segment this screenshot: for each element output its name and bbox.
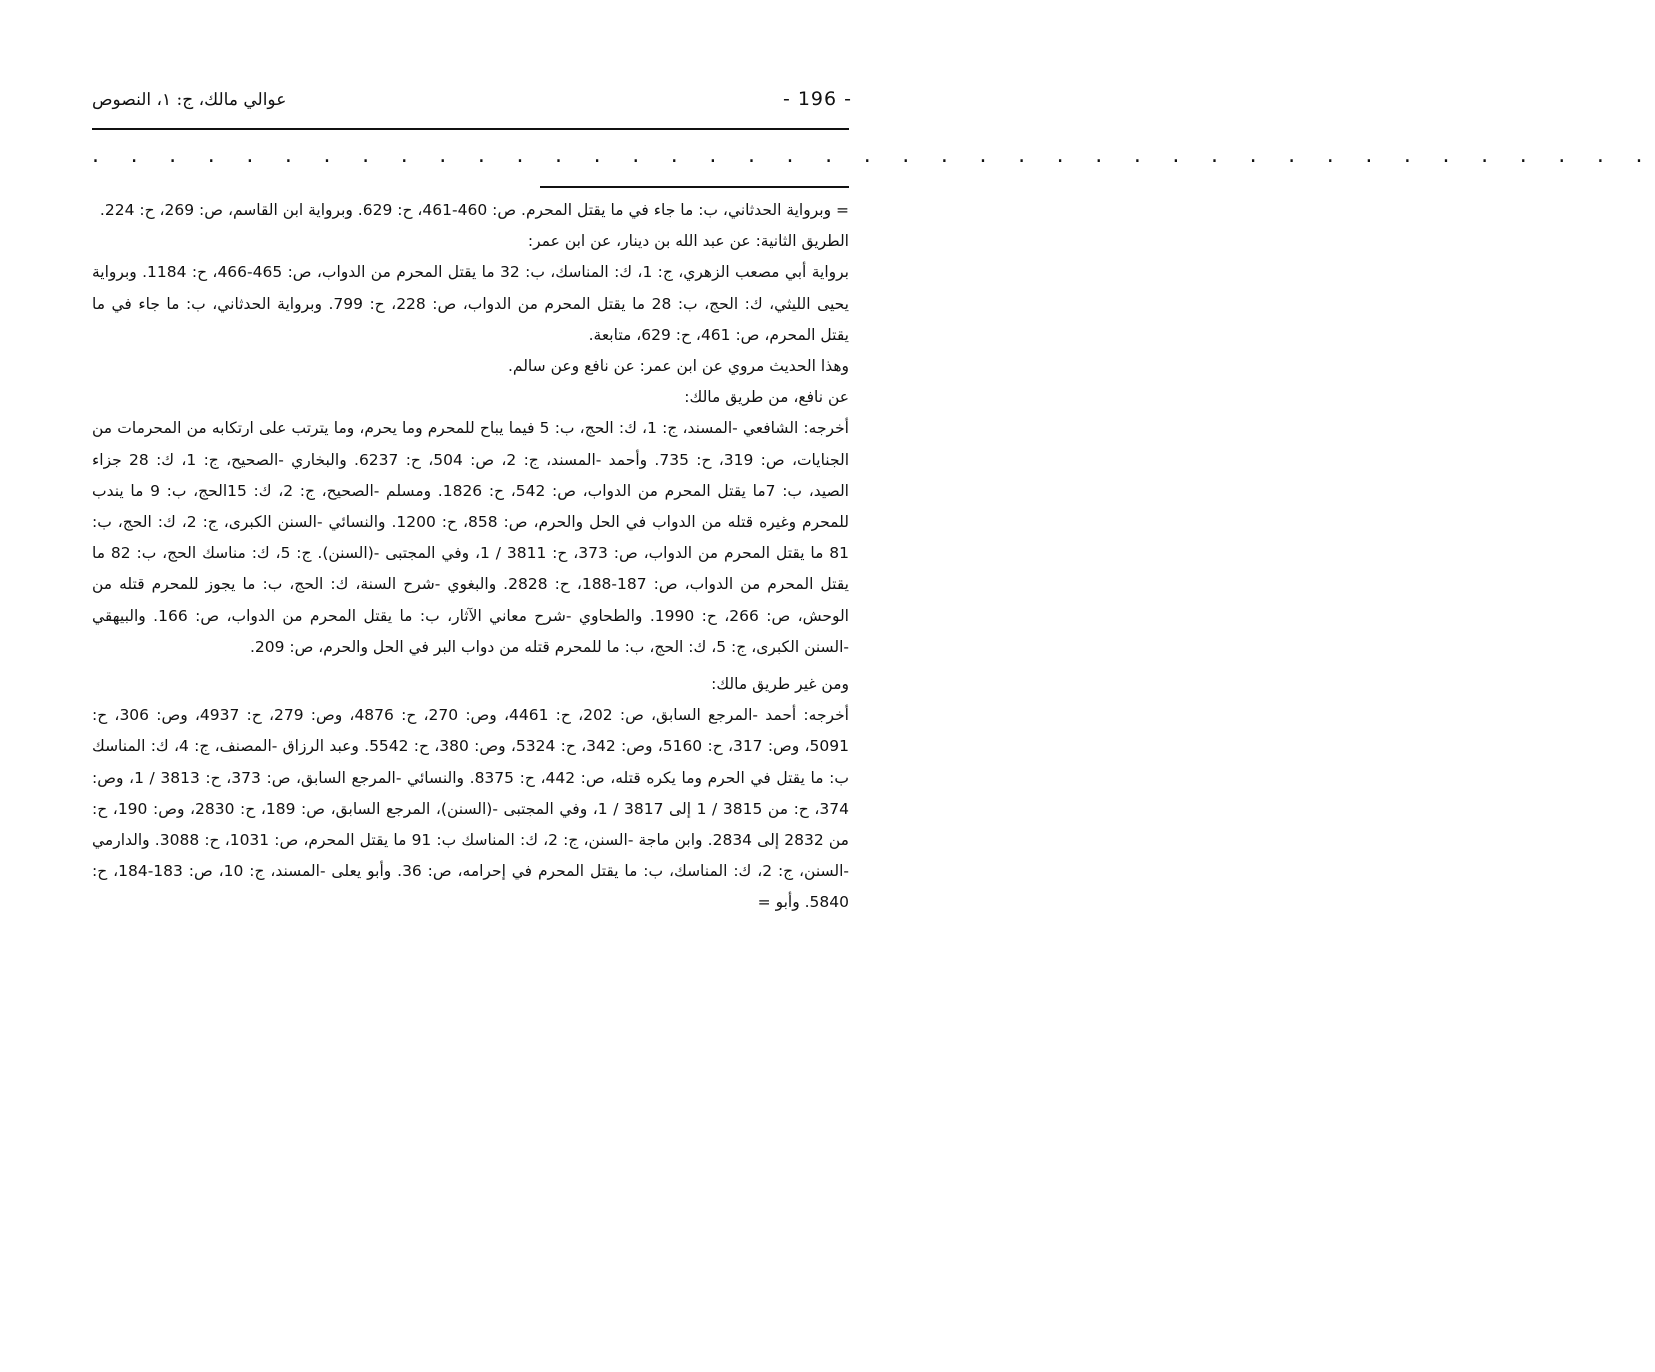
footnote-rule — [540, 186, 849, 188]
header-rule — [92, 128, 849, 130]
paragraph-continuation: = وبرواية الحدثاني، ب: ما جاء في ما يقتل المحرم. ص: 460-461، ح: 629. وبرواية ابن القاسم، ص: 269، ح: 224. — [99, 201, 849, 219]
paragraph-narrations: برواية أبي مصعب الزهري، ج: 1، ك: المناسك، ب: 32 ما يقتل المحرم من الدواب، ص: 465-466، ح: 1184. وبرواية يحيى الليثي، ك: الحج، ب: 28 ما يقتل المحرم من الدواب، ص: 228، ح: 799. وبرواية الحدثاني، ب: ما جاء في ما يقتل المحرم، ص: 461، ح: 629، متابعة. — [92, 263, 849, 344]
paragraph-hadith-note: وهذا الحديث مروي عن ابن عمر: عن نافع وعن سالم. — [507, 357, 849, 376]
footnote-body — [92, 195, 849, 919]
paragraph-takhrij-malik: أخرجه: الشافعي -المسند، ج: 1، ك: الحج، ب: 5 فيما يباح للمحرم وما يحرم، وما يترتب على ارتكابه من المحرمات من الجنايات، ص: 319، ح: 735. وأحمد -المسند، ج: 2، ص: 504، ح: 6237. والبخاري -الصحيح، ج: 1، ك: 28 جزاء الصيد، ب: 7ما يقتل المحرم من الدواب، ص: 542، ح: 1826. ومسلم -الصحيح، ج: 2، ك: 15الحج، ب: 9 ما يندب للمحرم وغيره قتله من الدواب في الحل والحرم، ص: 858، ح: 1200. والنسائي -السنن الكبرى، ج: 2، ك: الحج، ب: 81 ما يقتل المحرم من الدواب، ص: 373، ح: 3811 / 1، وفي المجتبى -(السنن). ج: 5، ك: مناسك الحج، ب: 82 ما يقتل المحرم من الدواب، ص: 187-188، ح: 2828. والبغوي -شرح السنة، ك: الحج، ب: ما يجوز للمحرم قتله من الوحش، ص: 266، ح: 1990. والطحاوي -شرح معاني الآثار، ب: ما يقتل المحرم من الدواب، ص: 166. والبيهقي -السنن الكبرى، ج: 5، ك: الحج، ب: ما للمحرم قتله من دواب البر في الحل والحرم، ص: 209. — [92, 419, 850, 656]
paragraph-takhrij-other: أخرجه: أحمد -المرجع السابق، ص: 202، ح: 4461، وص: 270، ح: 4876، وص: 279، ح: 4937، وص: 306، ح: 5091، وص: 317، ح: 5160، وص: 342، ح: 5324، وص: 380، ح: 5542. وعبد الرزاق -المصنف، ج: 4، ك: المناسك ب: ما يقتل في الحرم وما يكره قتله، ص: 442، ح: 8375. والنسائي -المرجع السابق، ص: 373، ح: 3813 / 1، وص: 374، ح: من 3815 / 1 إلى 3817 / 1، وفي المجتبى -(السنن)، المرجع السابق، ص: 189، ح: 2830، وص: 190، ح: من 2832 إلى 2834. وابن ماجة -السنن، ج: 2، ك: المناسك ب: 91 ما يقتل المحرم، ص: 1031، ح: 3088. والدارمي -السنن، ج: 2، ك: المناسك، ب: ما يقتل المحرم في إحرامه، ص: 36. وأبو يعلى -المسند، ج: 10، ص: 183-184، ح: 5840. وأبو = — [92, 706, 849, 912]
page-number: - 196 - — [782, 88, 852, 110]
page-header — [92, 88, 852, 120]
running-title: عوالي مالك، ج: ١، النصوص — [92, 90, 287, 110]
heading-other-routes: ومن غير طريق مالك: — [711, 675, 849, 694]
heading-second-route: الطريق الثانية: عن عبد الله بن دينار، عن ابن عمر: — [527, 232, 849, 251]
heading-from-nafi: عن نافع، من طريق مالك: — [684, 388, 849, 407]
dotted-separator: . . . . . . . . . . . . . . . . . . . . . . . . . . . . . . . . . . . . . . . . . — [92, 143, 1655, 168]
